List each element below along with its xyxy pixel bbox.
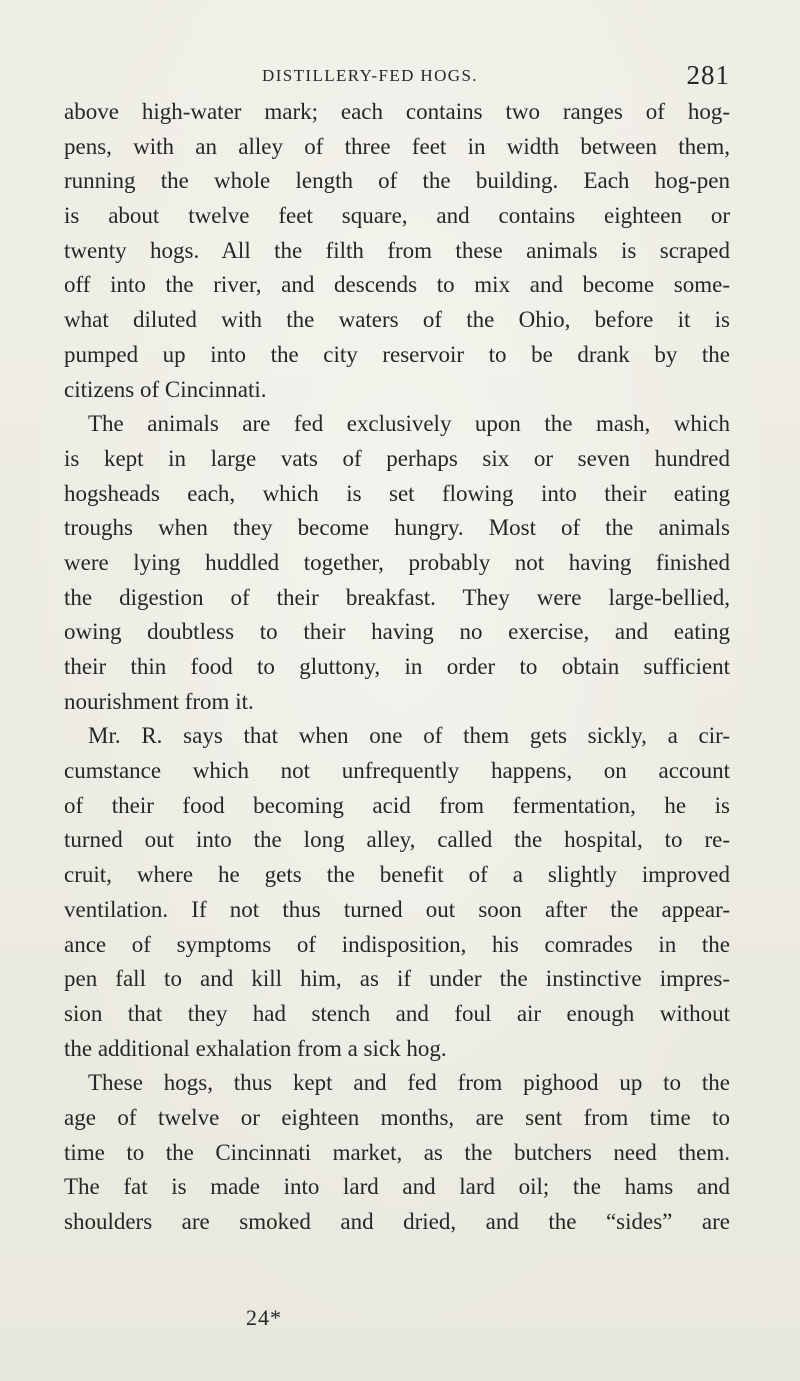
text-line: age of twelve or eighteen months, are sent from time to: [64, 1104, 730, 1130]
text-line: pens, with an alley of three feet in width between them,: [64, 133, 730, 159]
text-line: twenty hogs. All the filth from these animals is scraped: [64, 237, 730, 263]
text-line: troughs when they become hungry. Most of the animals: [64, 515, 730, 541]
body-text: [64, 95, 730, 1240]
text-line: sion that they had stench and foul air enough without: [64, 1000, 730, 1026]
text-line: turned out into the long alley, called the hospital, to re-: [64, 827, 730, 853]
text-line: The fat is made into lard and lard oil; the hams and: [64, 1174, 730, 1200]
text-line: above high-water mark; each contains two ranges of hog-: [64, 99, 730, 124]
signature-mark: 24*: [246, 1305, 282, 1330]
text-line: their thin food to gluttony, in order to obtain sufficient: [64, 654, 730, 679]
text-line: nourishment from it.: [64, 688, 254, 714]
text-line: The animals are fed exclusively upon the mash, which: [88, 411, 730, 437]
text-line: cruit, where he gets the benefit of a slightly improved: [64, 862, 730, 888]
text-line: the additional exhalation from a sick hog.: [64, 1035, 447, 1061]
text-line: time to the Cincinnati market, as the butchers need them.: [64, 1139, 730, 1165]
text-line: pen fall to and kill him, as if under the instinctive impres-: [64, 966, 730, 992]
running-title: DISTILLERY-FED HOGS.: [262, 66, 478, 85]
text-line: pumped up into the city reservoir to be drank by the: [64, 341, 730, 367]
text-line: cumstance which not unfrequently happens, on account: [64, 758, 730, 784]
text-line: off into the river, and descends to mix and become some-: [64, 272, 730, 298]
text-line: running the whole length of the building. Each hog-pen: [64, 168, 730, 194]
text-line: ance of symptoms of indisposition, his comrades in the: [64, 931, 730, 957]
text-line: shoulders are smoked and dried, and the “sides” are: [64, 1209, 730, 1234]
text-line: what diluted with the waters of the Ohio, before it is: [64, 307, 730, 333]
text-line: hogsheads each, which is set flowing into their eating: [64, 480, 730, 506]
text-line: is about twelve feet square, and contains eighteen or: [64, 203, 730, 229]
running-head: [64, 60, 730, 94]
text-line: of their food becoming acid from fermentation, he is: [64, 792, 730, 818]
text-line: These hogs, thus kept and fed from pighood up to the: [88, 1070, 730, 1096]
text-line: the digestion of their breakfast. They were large-bellied,: [64, 584, 730, 610]
text-line: Mr. R. says that when one of them gets sickly, a cir-: [88, 723, 730, 749]
text-line: is kept in large vats of perhaps six or seven hundred: [64, 445, 730, 471]
page-number: 281: [686, 60, 730, 90]
text-line: were lying huddled together, probably not having finished: [64, 549, 730, 575]
text-line: citizens of Cincinnati.: [64, 376, 267, 402]
text-line: owing doubtless to their having no exercise, and eating: [64, 619, 730, 645]
text-line: ventilation. If not thus turned out soon after the appear-: [64, 896, 730, 922]
